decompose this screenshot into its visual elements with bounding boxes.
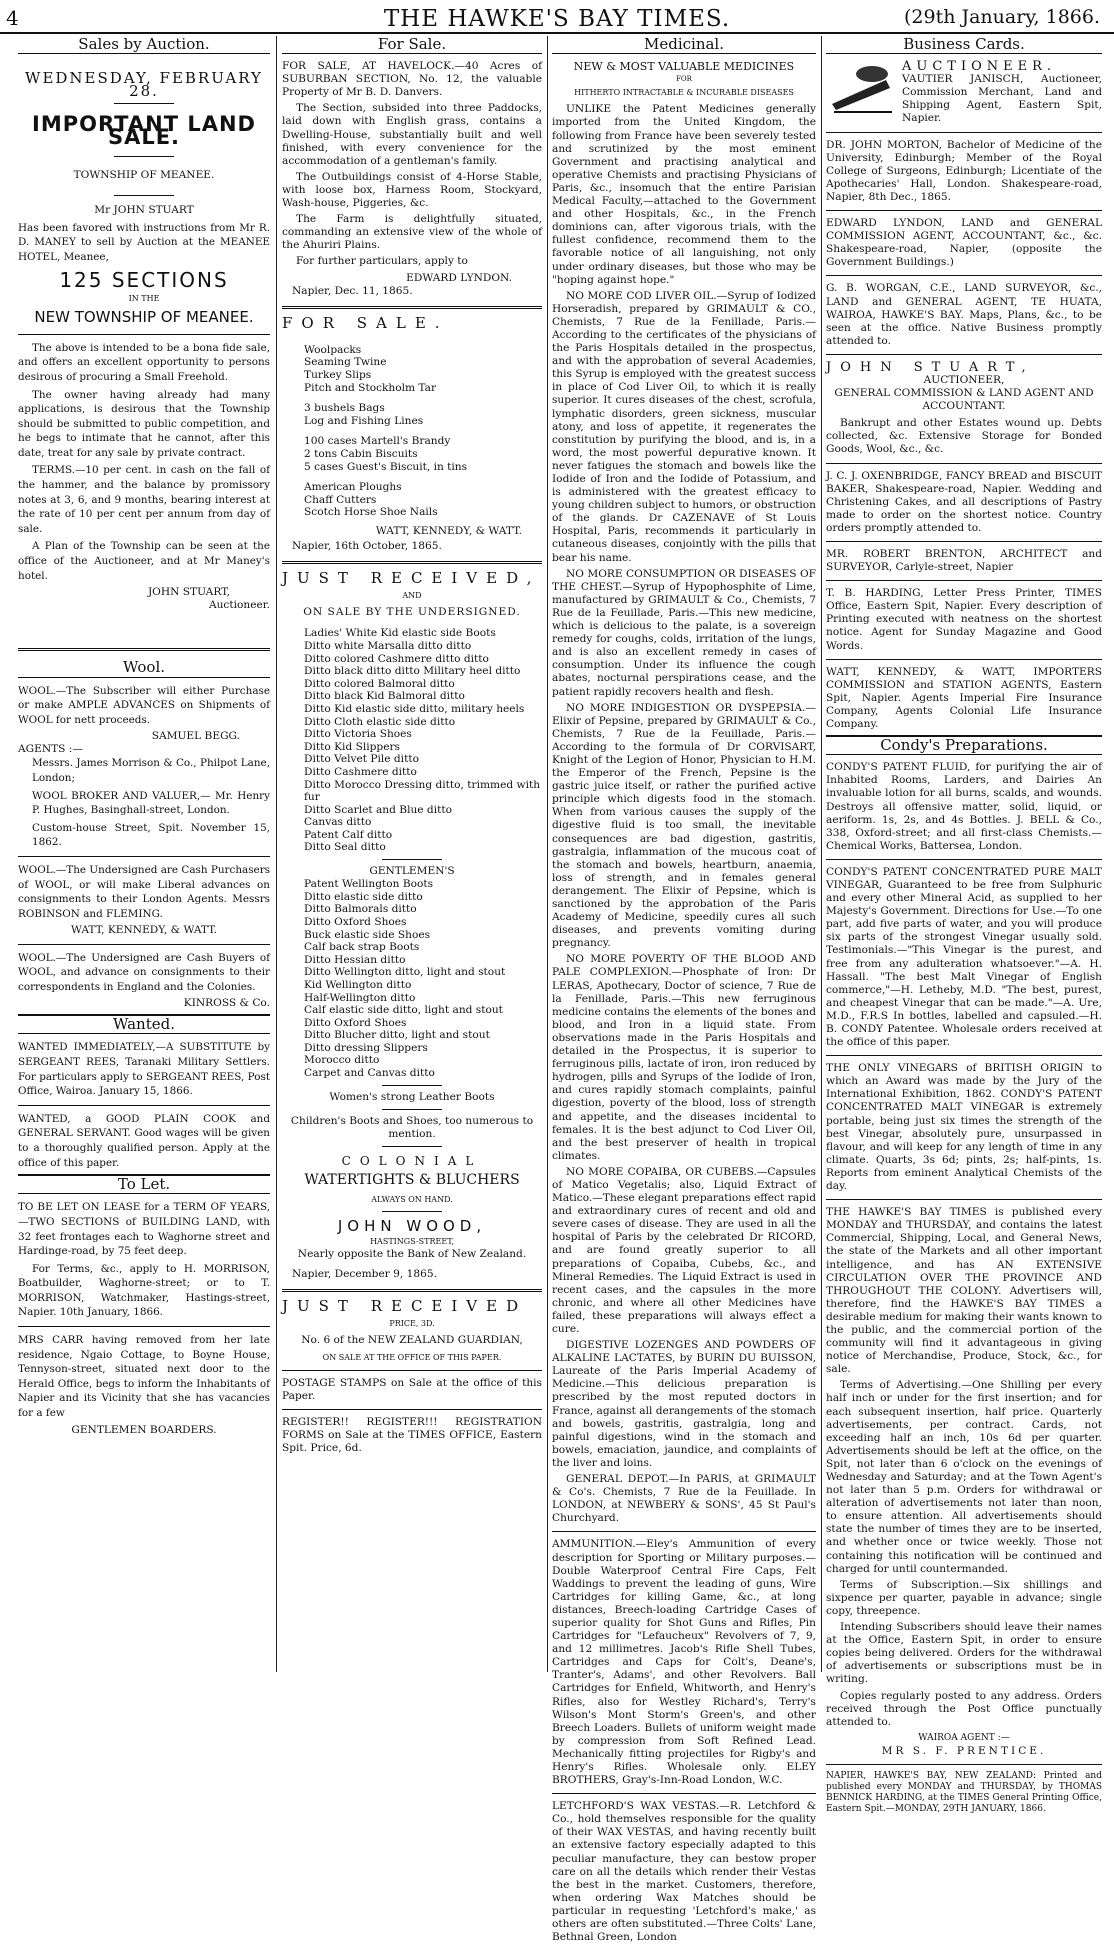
forsale-date: Napier, 16th October, 1865.	[292, 540, 442, 552]
medicinal-paragraph: NO MORE COPAIBA, OR CUBEBS.—Capsules of Matico Vegetalis; also, Liquid Extract of Matico.—These elegant preparations effect rapid and extraordinary cures of recent and old and severe cases of disease. They are used in all the hospital of Paris by the celebrated Dr RICORD, and are found greatly superior to all preparations of Copaiba, Cubebs, &c., and Mineral Remedies. The Liquid Extract is used in recent cases, and the capsules in the more chronic, and where all other Medicines have failed, these preparations will always effect a cure.	[552, 1165, 816, 1335]
divider	[826, 1055, 1102, 1056]
auctioneer-title: AUCTIONEER.	[902, 59, 1057, 75]
medicines-for: FOR	[676, 75, 692, 84]
list-item: 2 tons Cabin Biscuits	[304, 447, 418, 460]
list-item	[304, 473, 542, 481]
list-item: 100 cases Martell's Brandy	[304, 435, 451, 448]
stuart-sub: AUCTIONEER,	[923, 373, 1005, 386]
divider	[282, 561, 542, 564]
john-wood-address: Nearly opposite the Bank of New Zealand.	[297, 1248, 527, 1261]
divider	[18, 334, 270, 335]
divider	[826, 354, 1102, 355]
list-item: Ditto Cloth elastic side ditto	[304, 715, 456, 728]
list-item: Chaff Cutters	[304, 493, 377, 506]
times-subs: Terms of Subscription.—Six shillings and sixpence per quarter, payable in advance; single copy, threepence.	[826, 1578, 1102, 1617]
medicinal-paragraph: NO MORE INDIGESTION OR DYSPEPSIA.—Elixir of Pepsine, prepared by GRIMAULT & Co., Chemists, 7 Rue de la Feuillade, Paris.—According to the formula of Dr CORVISART, Knight of the Legion of Honor, Physician to H.M. the Emperor of the French, Pepsine is the gastric juice itself, or rather the purified active principle which digests food in the stomach. When from various causes the supply of the digestive fluid is too small, the inevitable consequences are bad digestion, gastritis, gastralgia, inflammation of the mucous coat of the stomach and bowels, heartburn, anaemia, loss of strength, and in females general derangement. The Elixir of Pepsine, which is sanctioned by the approbation of the Paris Academy of Medicine, speedily cures all such diseases, and prevents vomiting during pregnancy.	[552, 701, 816, 950]
issue-date: (29th January, 1866.	[903, 6, 1100, 28]
divider	[382, 1109, 442, 1110]
divider	[826, 659, 1102, 660]
list-item: Ditto Oxford Shoes	[304, 915, 407, 928]
gents-heading: GENTLEMEN'S	[369, 865, 455, 878]
divider	[18, 856, 270, 857]
harding-card: T. B. HARDING, Letter Press Printer, TIMES Office, Eastern Spit, Napier. Every description of Printing executed with neatness on the shortest notice. Agent for Sunday Magazine and Good Words.	[826, 587, 1102, 652]
hastings-street: HASTINGS-STREET,	[370, 1237, 454, 1247]
list-item: Ditto colored Cashmere ditto ditto	[304, 652, 489, 665]
in-the: IN THE	[128, 293, 160, 303]
list-item: Ditto white Marsalla ditto ditto	[304, 639, 472, 652]
list-item: Half-Wellington ditto	[304, 991, 416, 1004]
signature: JOHN STUART,	[147, 586, 230, 599]
wool-ad: WOOL.—The Undersigned are Cash Purchasers of WOOL, or will make Liberal advances on consignments to their London Agents. Messrs ROBINSON and FLEMING.	[18, 864, 270, 920]
divider	[826, 1199, 1102, 1200]
column-2	[282, 36, 542, 1672]
times-terms: Terms of Advertising.—One Shilling per every half inch or under for the first insertion; and for each subsequent insertion, half price. Quarterly advertisements, per contract. Cards, not exceeding half an inch, 10s 6d per quarter. Advertisements should be left at the office, on the Spit, not later than 6 o'clock on the evenings of Wednesday and Saturday; and at the Town Agent's not later than 5 p.m. Orders for withdrawal or alteration of advertisements not later than noon, to ensure attention. All advertisements should state the number of times they are to be inserted, and whether once or twice weekly. Those not containing this notification will be continued and charged for until countermanded.	[826, 1379, 1102, 1575]
agents-line: Messrs. James Morrison & Co., Philpot Lane, London;	[32, 757, 270, 785]
divider	[114, 156, 174, 157]
wool-ad: WOOL.—The Subscriber will either Purchase or make AMPLE ADVANCES on Shipments of WOOL for nett proceeds.	[18, 684, 270, 726]
list-item: Ditto Velvet Pile ditto	[304, 753, 419, 766]
column-1	[18, 36, 270, 1672]
sale-paragraph: The owner having already had many applications, is desirous that the Township should be submitted to public competition, and he begs to intimate that he cannot, after this date, treat for any sale by private contract.	[18, 388, 270, 459]
ladies-list	[304, 627, 542, 854]
divider	[382, 1146, 442, 1147]
list-item: Turkey Slips	[304, 368, 372, 381]
list-item: Ditto Seal ditto	[304, 841, 386, 854]
oxenbridge-card: J. C. J. OXENBRIDGE, FANCY BREAD and BISCUIT BAKER, Shakespeare-road, Napier. Wedding and Christening Cakes, and all descriptions of Pastry made to order on the shortest notice. Country orders promptly attended to.	[826, 469, 1102, 534]
wanted-ad: WANTED, a GOOD PLAIN COOK and GENERAL SERVANT. Good wages will be given to a thoroughly qualified person. Apply at the office of this paper.	[18, 1112, 270, 1169]
womens-line: Women's strong Leather Boots	[329, 1090, 495, 1103]
wool-ad: WOOL.—The Undersigned are Cash Buyers of WOOL, and advance on consignments to their correspondents in England and the Colonies.	[18, 951, 270, 993]
brenton-card: MR. ROBERT BRENTON, ARCHITECT and SURVEYOR, Carlyle-street, Napier	[826, 548, 1102, 574]
medicinal-paragraph: GENERAL DEPOT.—In PARIS, at GRIMAULT & Co's. Chemists, 7 Rue de la Feuillade. In LONDON, at NEWBERY & SONS', 45 St Paul's Churchyard.	[552, 1473, 816, 1525]
list-item: Morocco ditto	[304, 1054, 380, 1067]
condy-ad: CONDY'S PATENT CONCENTRATED PURE MALT VINEGAR, Guaranteed to be free from Sulphuric and every other Mineral Acid, as supplied to her Majesty's Government. Directions for Use.—To one part, add five parts of water, and you will produce six parts of the strongest Vinegar usually sold. Testimonials.—"This Vinegar is the purest, and free from any adulteration whatsoever."—A. H. Hassall. "The best Malt Vinegar of English commerce,"—H. Letheby, M.D. "The best, purest, and cheapest Vinegar that can be made."—A. Ure, M.D., F.R.S In bottles, labelled and capsuled.—H. B. CONDY Patentee. Wholesale orders received at the office of this paper.	[826, 865, 1102, 1049]
divider	[826, 210, 1102, 211]
section-heading-tolet: To Let.	[18, 1174, 270, 1194]
list-item: Canvas ditto	[304, 816, 372, 829]
boarders-ad-end: GENTLEMEN BOARDERS.	[71, 1423, 217, 1436]
times-notice: THE HAWKE'S BAY TIMES is published every MONDAY and THURSDAY, and contains the latest Commercial, Shipping, Local, and General News, the state of the Markets and all other important intelligence, and has AN EXTENSIVE CIRCULATION OVER THE PROVINCE AND THROUGHOUT THE COLONY. Advertisers will, therefore, find the HAWKE'S BAY TIMES a desirable medium for making their wants known to the public, and the commercial portion of the community will find it advantageous in giving notice of Merchandise, Produce, Stock, &c., for sale.	[826, 1206, 1102, 1376]
auctioneer-text: VAUTIER JANISCH, Auctioneer, Commission Merchant, Land and Shipping Agent, Eastern Spit, Napier.	[902, 73, 1102, 125]
wool-ad-sign: SAMUEL BEGG.	[151, 730, 240, 743]
column-rule	[547, 36, 548, 1672]
forsale-ad: The Outbuildings consist of 4-Horse Stable, with loose box, Harness Room, Stockyard, Wash-house, Piggeries, &c.	[282, 170, 542, 210]
wool-ad-sign: WATT, KENNEDY, & WATT.	[70, 924, 218, 937]
list-item: Calf back strap Boots	[304, 941, 420, 954]
just-received-title: JUST RECEIVED,	[282, 569, 541, 588]
divider	[552, 1793, 816, 1794]
agents-line: Custom-house Street, Spit. November 15, 1862.	[32, 821, 270, 849]
letchford-ad: LETCHFORD'S WAX VESTAS.—R. Letchford & Co., hold themselves responsible for the quality of their WAX VESTAS, and having recently built an extensive factory especially adapted to this peculiar manufacture, they can bestow proper care on all the details which render their Vestas the best in the market. Customers, therefore, when ordering Wax Matches should be particular in requesting 'Letchford's make,' as others are often substituted.—Three Colts' Lane, Bethnal Green, London	[552, 1800, 816, 1944]
column-rule	[276, 36, 277, 1672]
price-line: PRICE, 3D.	[389, 1318, 435, 1328]
auctioneer-name: Mr JOHN STUART	[94, 203, 194, 216]
page-number: 4	[6, 6, 19, 30]
condy-ad: CONDY'S PATENT FLUID, for purifying the air of Inhabited Rooms, Larders, and Dairies An invaluable lotion for all burns, scalds, and wounds. Destroys all offensive matter, solid, liquid, or aeriform. 1s, 2s, and 4s Bottles. J. BELL & Co., 338, Oxford-street; and all first-class Chemists.—Chemical Works, Battersea, London.	[826, 761, 1102, 852]
divider	[826, 463, 1102, 464]
on-sale-line: ON SALE BY THE UNDERSIGNED.	[303, 606, 521, 619]
guardian-line: No. 6 of the NEW ZEALAND GUARDIAN,	[301, 1333, 523, 1346]
column-rule	[821, 36, 822, 1672]
condy-ad: THE ONLY VINEGARS of BRITISH ORIGIN to which an Award was made by the Jury of the International Exhibition, 1862. CONDY'S PATENT CONCENTRATED MALT VINEGAR is extremely portable, being just six times the strength of the best Vinegar, absolutely pure, unsurpassed in flavour, and will keep for any length of time in any climate. Quarts, 3s 6d; pints, 2s; half-pints, 1s. Reports from eminent Analytical Chemists of the day.	[826, 1062, 1102, 1193]
list-item: Ladies' White Kid elastic side Boots	[304, 627, 496, 640]
medicinal-paragraph: DIGESTIVE LOZENGES AND POWDERS OF ALKALINE LACTATES, by BURIN DU BUISSON, Laureate of the Paris Imperial Academy of Medicine.—This delicious preparation is prescribed by the most reputed doctors in France, against all derangements of the stomach and bowels, gastritis, gastralgia, long and painful digestions, wind in the stomach and bowels, emaciation, jaundice, and complaints of the liver and loins.	[552, 1339, 816, 1469]
section-heading-sales: Sales by Auction.	[18, 36, 270, 54]
wkw-card: WATT, KENNEDY, & WATT, IMPORTERS COMMISSION and STATION AGENTS, Eastern Spit, Napier. Agents Imperial Fire Insurance Company, Agents Colonial Life Insurance Company.	[826, 665, 1102, 731]
register-ad: REGISTER!! REGISTER!!! REGISTRATION FORMS on Sale at the TIMES OFFICE, Eastern Spit. Price, 6d.	[282, 1416, 542, 1455]
list-item: Ditto Blucher ditto, light and stout	[304, 1029, 490, 1042]
newspaper-title: THE HAWKE'S BAY TIMES.	[383, 6, 731, 32]
forsale-title: FOR SALE.	[282, 313, 449, 332]
list-item	[304, 394, 542, 402]
list-item: Ditto Victoria Shoes	[304, 728, 412, 741]
sale-paragraph: A Plan of the Township can be seen at the office of the Auctioneer, and at Mr Maney's hotel.	[18, 540, 270, 582]
worgan-card: G. B. WORGAN, C.E., LAND SURVEYOR, &c., LAND and GENERAL AGENT, TE HUATA, WAIROA, HAWKE'S BAY. Maps, Plans, &c., to be seen at the office. Native Business promptly attended to.	[826, 282, 1102, 347]
list-item: Ditto Wellington ditto, light and stout	[304, 966, 506, 979]
divider	[382, 1085, 442, 1086]
list-item: Buck elastic side Shoes	[304, 928, 431, 941]
always-on-hand: ALWAYS ON HAND.	[371, 1195, 453, 1205]
list-item: Seaming Twine	[304, 356, 387, 369]
list-item	[304, 427, 542, 435]
township-line: TOWNSHIP OF MEANEE.	[73, 169, 215, 182]
list-item: Carpet and Canvas ditto	[304, 1067, 435, 1080]
forsale-ad: For further particulars, apply to	[296, 255, 468, 268]
divider	[282, 1370, 542, 1371]
forsale-sign: WATT, KENNEDY, & WATT.	[375, 524, 522, 537]
list-item: Ditto dressing Slippers	[304, 1041, 428, 1054]
divider	[18, 944, 270, 945]
list-item: Ditto Kid elastic side ditto, military heels	[304, 702, 525, 715]
list-item: Ditto black ditto ditto Military heel ditto	[304, 665, 521, 678]
divider	[382, 1211, 442, 1212]
list-item: Ditto Cashmere ditto	[304, 765, 417, 778]
colonial-line: COLONIAL	[341, 1153, 483, 1168]
sale-title: IMPORTANT LAND SALE.	[32, 112, 256, 150]
list-item: Ditto Kid Slippers	[304, 740, 400, 753]
section-heading-wanted: Wanted.	[18, 1014, 270, 1034]
list-item: Ditto colored Balmoral ditto	[304, 677, 455, 690]
medicinal-paragraph: NO MORE CONSUMPTION OR DISEASES OF THE CHEST.—Syrup of Hypophosphite of Lime, manufactured by GRIMAULT & Co., Chemists, 7 Rue de la Feuillade, Paris.—This new medicine, which is delicious to the palate, is a sovereign remedy for coughs, colds, irritation of the lungs, and is also an excellent remedy in cases of consumption. Under its influence the cough abates, nocturnal perspirations cease, and the patient rapidly recovers health and flesh.	[552, 567, 816, 698]
tolet-ad: TO BE LET ON LEASE for a TERM OF YEARS,—TWO SECTIONS of BUILDING LAND, with 32 feet frontages each to Waghorne street and Hardinge-road, by 75 feet deep.	[18, 1201, 270, 1258]
stuart-text: Bankrupt and other Estates wound up. Debts collected, &c. Extensive Storage for Bonded Goods, Wool, &c., &c.	[826, 417, 1102, 456]
divider	[826, 541, 1102, 542]
wairoa-agent-name: MR S. F. PRENTICE.	[881, 1744, 1047, 1757]
forsale-date: Napier, Dec. 11, 1865.	[292, 284, 413, 297]
divider	[826, 1764, 1102, 1765]
john-wood-name: JOHN WOOD,	[337, 1217, 487, 1236]
list-item: Scotch Horse Shoe Nails	[304, 506, 438, 519]
boarders-ad: MRS CARR having removed from her late residence, Ngaio Cottage, to Boyne House, Tennyson-street, situated next door to the Herald Office, begs to inform the Inhabitants of Napier and its Vicinity that she has vacancies for a few	[18, 1334, 270, 1420]
forsale-ad: FOR SALE, AT HAVELOCK.—40 Acres of SUBURBAN SECTION, No. 12, the valuable Property of Mr B. D. Danvers.	[282, 60, 542, 99]
john-wood-date: Napier, December 9, 1865.	[292, 1267, 437, 1280]
new-township: NEW TOWNSHIP OF MEANEE.	[34, 307, 254, 326]
section-heading-forsale: For Sale.	[282, 36, 542, 54]
agents-label: AGENTS :—	[18, 743, 83, 756]
list-item: Woolpacks	[304, 343, 362, 356]
divider	[826, 275, 1102, 276]
list-item: Kid Wellington ditto	[304, 978, 412, 991]
list-item: Ditto elastic side ditto	[304, 890, 423, 903]
list-item: Pitch and Stockholm Tar	[304, 381, 437, 394]
divider	[114, 103, 174, 104]
forsale-ad: The Farm is delightfully situated, commanding an extensive view of the whole of the Ahuriri Plains.	[282, 213, 542, 252]
morton-card: DR. JOHN MORTON, Bachelor of Medicine of the University, Edinburgh; Member of the Royal College of Surgeons, Edinburgh; Licentiate of the Apothecaries' Hall, London. Shakespeare-road, Napier, 8th Dec., 1865.	[826, 138, 1102, 203]
forsale-list	[304, 344, 542, 519]
childrens-line: Children's Boots and Shoes, too numerous to mention.	[290, 1114, 534, 1140]
sale-paragraph: The above is intended to be a bona fide sale, and offers an excellent opportunity to persons desirous of procuring a Small Freehold.	[18, 341, 270, 383]
masthead	[0, 6, 1114, 34]
medicines-title: NEW & MOST VALUABLE MEDICINES	[573, 60, 795, 74]
list-item: Patent Wellington Boots	[304, 878, 434, 891]
divider	[114, 195, 174, 196]
list-item: 5 cases Guest's Biscuit, in tins	[304, 460, 468, 473]
section-heading-condy: Condy's Preparations.	[826, 735, 1102, 755]
divider	[18, 1326, 270, 1327]
sale-date: WEDNESDAY, FEBRUARY 28.	[25, 69, 263, 101]
on-sale-office: ON SALE AT THE OFFICE OF THIS PAPER.	[322, 1352, 502, 1362]
forsale-ad: The Section, subsided into three Paddocks, laid down with English grass, contains a Dwelling-House, substantially built and well finished, with every convenience for the accommodation of a gentleman's family.	[282, 102, 542, 167]
list-item: 3 bushels Bags	[304, 402, 385, 415]
printer-imprint: NAPIER, HAWKE'S BAY, NEW ZEALAND: Printed and published every MONDAY and THURSDAY, by THOMAS BENNICK HARDING, at the TIMES General Printing Office, Eastern Spit.—MONDAY, 29TH JANUARY, 1866.	[826, 1770, 1102, 1814]
divider	[826, 132, 1102, 133]
just-received-title-2: JUST RECEIVED	[282, 1296, 528, 1315]
divider	[826, 580, 1102, 581]
forsale-sign: EDWARD LYNDON.	[406, 271, 512, 284]
medicinal-paragraph: NO MORE POVERTY OF THE BLOOD AND PALE COMPLEXION.—Phosphate of Iron: Dr LERAS, Apothecary, Doctor of science, 7 Rue de la Fenillade, Paris.—This new ferruginous medicine contains the elements of the bones and blood, and Iron in a liquid state. From observations made in the Paris Hospitals and detailed in the Prospectus, it is superior to ferruginous pills, lactate of iron, iron reduced by hydrogen, pills and Syrups of the Iodide of Iron, and cures rapidly stomach complaints, painful digestion, poverty of the blood, loss of strength and appetite, and the diseases incidental to females. It is the best adjunct to Cod Liver Oil, and the best preserver of health in tropical climates.	[552, 953, 816, 1162]
list-item: Ditto Morocco Dressing ditto, trimmed with fur	[304, 778, 541, 804]
section-heading-wool: Wool.	[18, 659, 270, 677]
list-item: Ditto black Kid Balmoral ditto	[304, 690, 465, 703]
list-item: Ditto Scarlet and Blue ditto	[304, 803, 452, 816]
watertights-title: WATERTIGHTS & BLUCHERS	[304, 1172, 520, 1189]
divider	[826, 859, 1102, 860]
list-item: Calf elastic side ditto, light and stout	[304, 1004, 503, 1017]
lyndon-card: EDWARD LYNDON, LAND and GENERAL COMMISSION AGENT, ACCOUNTANT, &c., &c. Shakespeare-road, Napier, (opposite the Government Buildings.)	[826, 217, 1102, 269]
divider	[282, 1289, 542, 1292]
section-heading-medicinal: Medicinal.	[552, 36, 816, 54]
medicinal-paragraph: NO MORE COD LIVER OIL.—Syrup of Iodized Horseradish, prepared by GRIMAULT & CO., Chemists, 7 Rue de la Fenillade, Paris.—According to the certificates of the physicians of the Paris Hospitals detailed in the prospectus, and with the approbation of several Academies, this Syrup is employed with the greatest success in place of Cod Liver Oil, to which it is really superior. It cures diseases of the chest, scrofula, lymphatic disorders, green sickness, muscular atony, and loss of appetite, it regenerates the constitution by purifying the blood, and is, in a word, the most powerful depurative known. It never fatigues the stomach and bowels like the Iodide of Iron and the Iodide of Potassium, and is administered with the greatest efficacy to young children subject to humors, or obstruction of the glands. Dr CAZENAVE of St Louis Hospital, Paris, recommends it particularly in cutaneous diseases, conjointly with the pills that bear his name.	[552, 289, 816, 564]
column-4	[826, 35, 1102, 1814]
wanted-ad: WANTED IMMEDIATELY,—A SUBSTITUTE by SERGEANT REES, Taranaki Military Settlers. For particulars apply to SERGEANT REES, Post Office, Wairoa. January 15, 1866.	[18, 1041, 270, 1098]
medicinal-paragraph: UNLIKE the Patent Medicines generally imported from the United Kingdom, the following from France have been severely tested and scrutinized by the most eminent Government and practising analytical and operative Chemists and practising Physicians of Paris, &c., insomuch that the entire Parisian Medical Faculty,—attached to the Government and other Hospitals, &c., in the French dominions can, after vigorous trials, with the fullest confidence, recommend them to the favorable notice of all languishing, not only under ordinary diseases, but those who may be "hoping against hope."	[552, 103, 816, 286]
auctioneer-card	[826, 60, 1102, 125]
gents-list	[304, 878, 542, 1080]
tolet-ad: For Terms, &c., apply to H. MORRISON, Boatbuilder, Waghorne-street; or to T. MORRISON, Watchmaker, Hastings-street, Napier. 10th January, 1866.	[18, 1262, 270, 1319]
postage-stamps-ad: POSTAGE STAMPS on Sale at the office of this Paper.	[282, 1376, 542, 1403]
list-item: Patent Calf ditto	[304, 828, 393, 841]
instructions-text: Has been favored with instructions from Mr R. D. MANEY to sell by Auction at the MEANEE HOTEL, Meanee,	[18, 221, 270, 263]
times-copies: Copies regularly posted to any address. Orders received through the Post Office punctually attended to.	[826, 1689, 1102, 1728]
medicines-sub: HITHERTO INTRACTABLE & INCURABLE DISEASES	[574, 88, 794, 98]
divider	[18, 648, 270, 651]
divider	[382, 859, 442, 860]
times-intending: Intending Subscribers should leave their names at the Office, Eastern Spit, in order to ensure copies being delivered. Orders for the withdrawal of advertisements or subscriptions must be in writing.	[826, 1621, 1102, 1686]
list-item: Ditto Hessian ditto	[304, 953, 406, 966]
auction-hammer-icon	[826, 60, 896, 112]
stuart-sub: GENERAL COMMISSION & LAND AGENT AND ACCOUNTANT.	[834, 387, 1094, 413]
sections-count: 125 SECTIONS	[59, 268, 229, 293]
column-3	[552, 35, 816, 1944]
wool-ad-sign: KINROSS & Co.	[183, 997, 270, 1010]
divider	[18, 1105, 270, 1106]
ammunition-ad: AMMUNITION.—Eley's Ammunition of every description for Sporting or Military purposes.—Double Waterproof Central Fire Caps, Felt Waddings to prevent the leading of guns, Wire Cartridges for killing Game, &c., at long distances, Breech-loading Cartridge Cases of superior quality for Shot Guns and Rifles, Pin Cartridges for "Lefaucheux" Revolvers of 7, 9, and 12 millimetres. Jacob's Rifle Shell Tubes, Cartridges and Caps for Colt's, Deane's, Tranter's, Adams', and other Revolvers. Ball Cartridges for Enfield, Whitworth, and Henry's Rifles, also for Westley Richard's, Terry's Wilson's Mont Storm's Green's, and other Breech Loaders. Bullets of uniform weight made by compression from Soft Refined Lead. Mechanically fitting projectiles for Rigby's and Henry's Rifles. Wholesale only. ELEY BROTHERS, Gray's-Inn-Road London, W.C.	[552, 1538, 816, 1787]
divider	[282, 1409, 542, 1410]
sale-terms: TERMS.—10 per cent. in cash on the fall of the hammer, and the balance by promissory notes at 3, 6, and 9 months, bearing interest at the rate of 10 per cent per annum from day of sale.	[18, 464, 270, 535]
section-heading-business: Business Cards.	[826, 36, 1102, 54]
and-line: AND	[402, 591, 422, 601]
list-item: Ditto Oxford Shoes	[304, 1016, 407, 1029]
list-item: Ditto Balmorals ditto	[304, 903, 417, 916]
signature-title: Auctioneer.	[208, 599, 270, 612]
wairoa-agent-label: WAIROA AGENT :—	[918, 1732, 1010, 1743]
stuart-title: JOHN STUART,	[826, 359, 1035, 375]
list-item: American Ploughs	[304, 481, 402, 494]
list-item: Log and Fishing Lines	[304, 414, 424, 427]
divider	[552, 1531, 816, 1532]
agents-line: WOOL BROKER AND VALUER,— Mr. Henry P. Hughes, Basinghall-street, London.	[32, 789, 270, 817]
divider	[282, 306, 542, 309]
